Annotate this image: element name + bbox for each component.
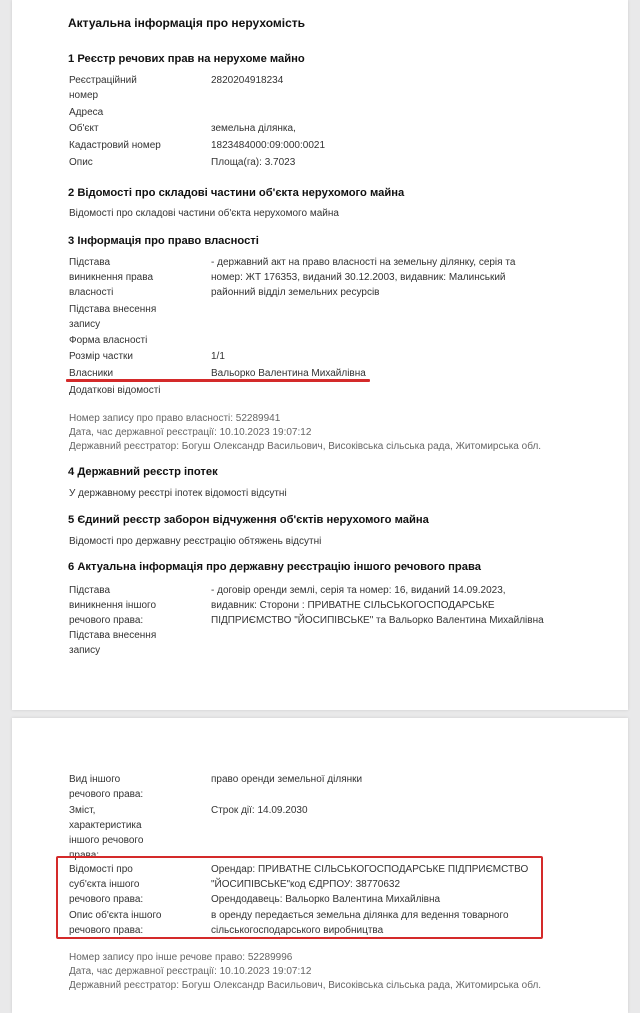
label-description: Опис — [69, 157, 93, 168]
owner-highlight-underline — [66, 379, 370, 382]
other-right-reg-datetime: Дата, час державної реєстрації: 10.10.2023 19:07:12 — [69, 966, 312, 977]
label-content-line1: Зміст, — [69, 805, 96, 816]
section-6-heading: 6 Актуальна інформація про державну реєстрацію іншого речового права — [68, 561, 481, 573]
section-2-text: Відомості про складові частини об'єкта нерухомого майна — [69, 208, 339, 219]
label-entry-basis-line1: Підстава внесення — [69, 304, 157, 315]
section-4-text: У державному реєстрі іпотек відомості відсутні — [69, 488, 287, 499]
label-share-size: Розмір частки — [69, 351, 134, 362]
value-ownership-basis-line3: районний відділ земельних ресурсів — [211, 287, 380, 298]
section-2-heading: 2 Відомості про складові частини об'єкта нерухомого майна — [68, 187, 405, 199]
value-owners: Вальорко Валентина Михайлівна — [211, 368, 366, 379]
value-reg-number: 2820204918234 — [211, 75, 284, 86]
label-owners: Власники — [69, 368, 114, 379]
section-1-heading: 1 Реєстр речових прав на нерухоме майно — [68, 53, 305, 65]
label-right-type-line2: речового права: — [69, 789, 144, 800]
value-share-size: 1/1 — [211, 351, 225, 362]
label-ownership-basis-line1: Підстава — [69, 257, 111, 268]
label-other-right-basis-line3: речового права: — [69, 615, 144, 626]
label-cadastral-number: Кадастровий номер — [69, 140, 161, 151]
document-title: Актуальна інформація про нерухомість — [68, 16, 305, 30]
label-subject-line3: речового права: — [69, 894, 144, 905]
label-object-desc-line1: Опис об'єкта іншого — [69, 910, 162, 921]
label-reg-number-line2: номер — [69, 90, 99, 101]
label-content-line3: іншого речового — [69, 835, 144, 846]
label-reg-number-line1: Реєстраційний — [69, 75, 137, 86]
value-subject-line1: Орендар: ПРИВАТНЕ СІЛЬСЬКОГОСПОДАРСЬКЕ ПІДПРИЄМСТВО — [211, 864, 529, 875]
label-address: Адреса — [69, 107, 104, 118]
value-other-right-basis-line2: видавник: Сторони : ПРИВАТНЕ СІЛЬСЬКОГОСПОДАРСЬКЕ — [211, 600, 495, 611]
value-other-right-basis-line1: - договір оренди землі, серія та номер: 16, виданий 14.09.2023, — [211, 585, 506, 596]
other-right-registrar: Державний реєстратор: Богуш Олександр Васильович, Високівська сільська рада, Житомирська обл. — [69, 980, 542, 991]
label-ownership-form: Форма власності — [69, 335, 148, 346]
value-right-type: право оренди земельної ділянки — [211, 774, 363, 785]
document-page-1 — [12, 0, 628, 710]
label-other-right-basis-line1: Підстава — [69, 585, 111, 596]
value-object-desc-line1: в оренду передається земельна ділянка для ведення товарного — [211, 910, 509, 921]
label-ownership-basis-line2: виникнення права — [69, 272, 154, 283]
value-cadastral-number: 1823484000:09:000:0021 — [211, 140, 326, 151]
value-other-right-basis-line3: ПІДПРИЄМСТВО "ЙОСИПІВСЬКЕ" та Вальорко Валентина Михайлівна — [211, 615, 544, 626]
label-other-right-basis-line2: виникнення іншого — [69, 600, 157, 611]
value-description: Площа(га): 3.7023 — [211, 157, 296, 168]
value-ownership-basis-line2: номер: ЖТ 176353, виданий 30.12.2003, видавник: Малинський — [211, 272, 506, 283]
section-5-heading: 5 Єдиний реєстр заборон відчуження об'єктів нерухомого майна — [68, 514, 429, 526]
document-page-2 — [12, 718, 628, 1013]
label-content-line2: характеристика — [69, 820, 142, 831]
value-subject-line3: Орендодавець: Вальорко Валентина Михайлівна — [211, 894, 441, 905]
section-4-heading: 4 Державний реєстр іпотек — [68, 466, 218, 478]
ownership-reg-datetime: Дата, час державної реєстрації: 10.10.2023 19:07:12 — [69, 427, 312, 438]
value-ownership-basis-line1: - державний акт на право власності на земельну ділянку, серія та — [211, 257, 516, 268]
label-object: Об'єкт — [69, 123, 99, 134]
value-content: Строк дії: 14.09.2030 — [211, 805, 308, 816]
label-subject-line2: суб'єкта іншого — [69, 879, 140, 890]
value-subject-line2: "ЙОСИПІВСЬКЕ"код ЄДРПОУ: 38770632 — [211, 879, 401, 890]
section-3-heading: 3 Інформація про право власності — [68, 235, 259, 247]
label-right-type-line1: Вид іншого — [69, 774, 121, 785]
label-object-desc-line2: речового права: — [69, 925, 144, 936]
value-object-desc-line2: сільськогосподарського виробництва — [211, 925, 384, 936]
label-other-entry-basis-line2: запису — [69, 645, 101, 656]
label-subject-line1: Відомості про — [69, 864, 133, 875]
value-object: земельна ділянка, — [211, 123, 296, 134]
ownership-record-number: Номер запису про право власності: 52289941 — [69, 413, 281, 424]
label-entry-basis-line2: запису — [69, 319, 101, 330]
section-5-text: Відомості про державну реєстрацію обтяжень відсутні — [69, 536, 322, 547]
other-right-record-number: Номер запису про інше речове право: 52289996 — [69, 952, 293, 963]
ownership-registrar: Державний реєстратор: Богуш Олександр Васильович, Високівська сільська рада, Житомирська обл. — [69, 441, 542, 452]
label-ownership-basis-line3: власності — [69, 287, 114, 298]
label-other-entry-basis-line1: Підстава внесення — [69, 630, 157, 641]
label-content-line4: права: — [69, 850, 100, 861]
label-additional-info: Додаткові відомості — [69, 385, 161, 396]
